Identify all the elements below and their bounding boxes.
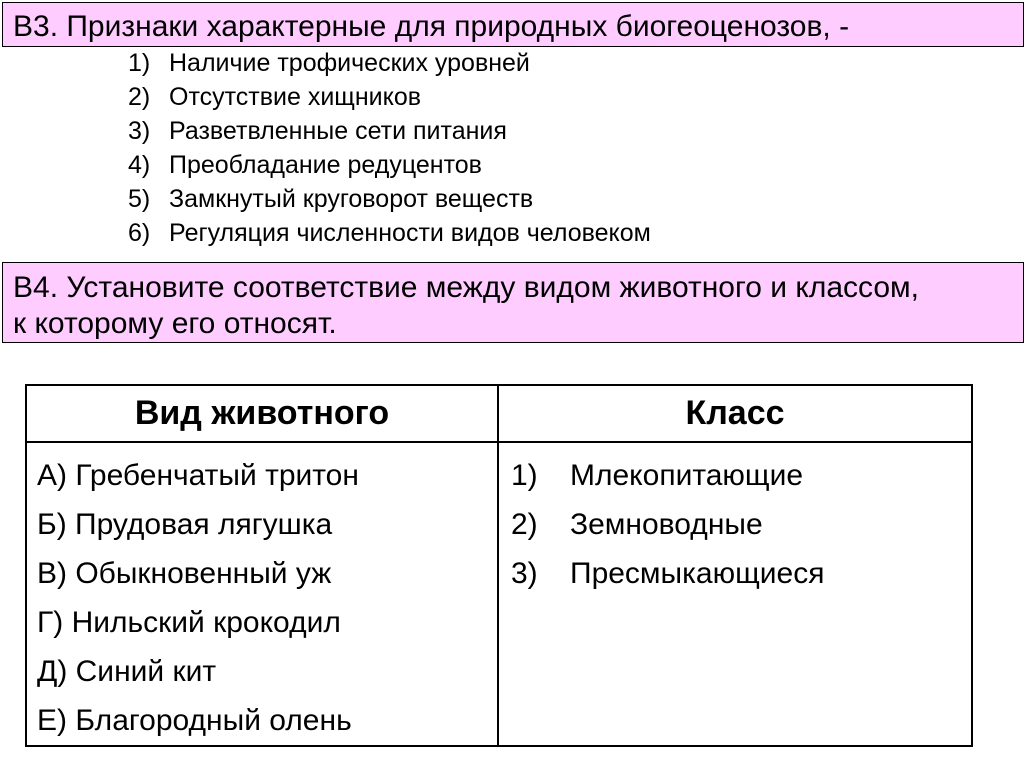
option-item: [128, 148, 651, 182]
option-number: 2): [128, 83, 151, 111]
option-item: [128, 114, 651, 148]
option-number: 1): [128, 49, 151, 77]
option-number: 4): [128, 151, 151, 179]
option-text: Наличие трофических уровней: [169, 49, 530, 77]
class-text: Земноводные: [570, 508, 763, 541]
classes-cell: [498, 442, 972, 746]
table-header-row: [26, 385, 972, 442]
option-text: Разветвленные сети питания: [169, 117, 507, 145]
animals-list: [27, 443, 497, 745]
class-text: Млекопитающие: [570, 459, 804, 492]
class-item: [511, 549, 971, 598]
classes-list: [499, 443, 971, 598]
question-b4-line1: В4. Установите соответствие между видом животного и классом,: [13, 271, 920, 304]
option-text: Преобладание редуцентов: [169, 151, 482, 179]
option-item: [128, 182, 651, 216]
option-item: [128, 46, 651, 80]
class-text: Пресмыкающиеся: [570, 557, 825, 590]
animal-item: А) Гребенчатый тритон: [37, 459, 359, 492]
option-text: Регуляция численности видов человеком: [169, 219, 651, 247]
class-number: 1): [511, 459, 538, 492]
question-b4-header: [2, 262, 1024, 343]
question-b3-options: [128, 46, 651, 250]
class-number: 2): [511, 508, 538, 541]
question-b3-header: [2, 2, 1024, 47]
animals-cell: [26, 442, 498, 746]
option-text: Отсутствие хищников: [169, 83, 422, 111]
option-item: [128, 80, 651, 114]
animal-item: Б) Прудовая лягушка: [37, 508, 333, 541]
option-number: 3): [128, 117, 151, 145]
animal-item: Г) Нильский крокодил: [37, 606, 341, 639]
question-b3-title: В3. Признаки характерные для природных биогеоценозов, -: [13, 10, 850, 43]
table-body-row: [26, 442, 972, 746]
header-class: Класс: [498, 385, 972, 442]
option-number: 5): [128, 185, 151, 213]
animal-item: В) Обыкновенный уж: [37, 557, 332, 590]
question-b4-line2: к которому его относят.: [13, 307, 337, 340]
class-item: [511, 451, 971, 500]
matching-table: [25, 384, 973, 747]
animal-item: Е) Благородный олень: [37, 704, 352, 737]
option-item: [128, 216, 651, 250]
option-text: Замкнутый круговорот веществ: [169, 185, 534, 213]
class-number: 3): [511, 557, 538, 590]
class-item: [511, 500, 971, 549]
header-animal: Вид животного: [26, 385, 498, 442]
option-number: 6): [128, 219, 151, 247]
animal-item: Д) Синий кит: [37, 655, 217, 688]
